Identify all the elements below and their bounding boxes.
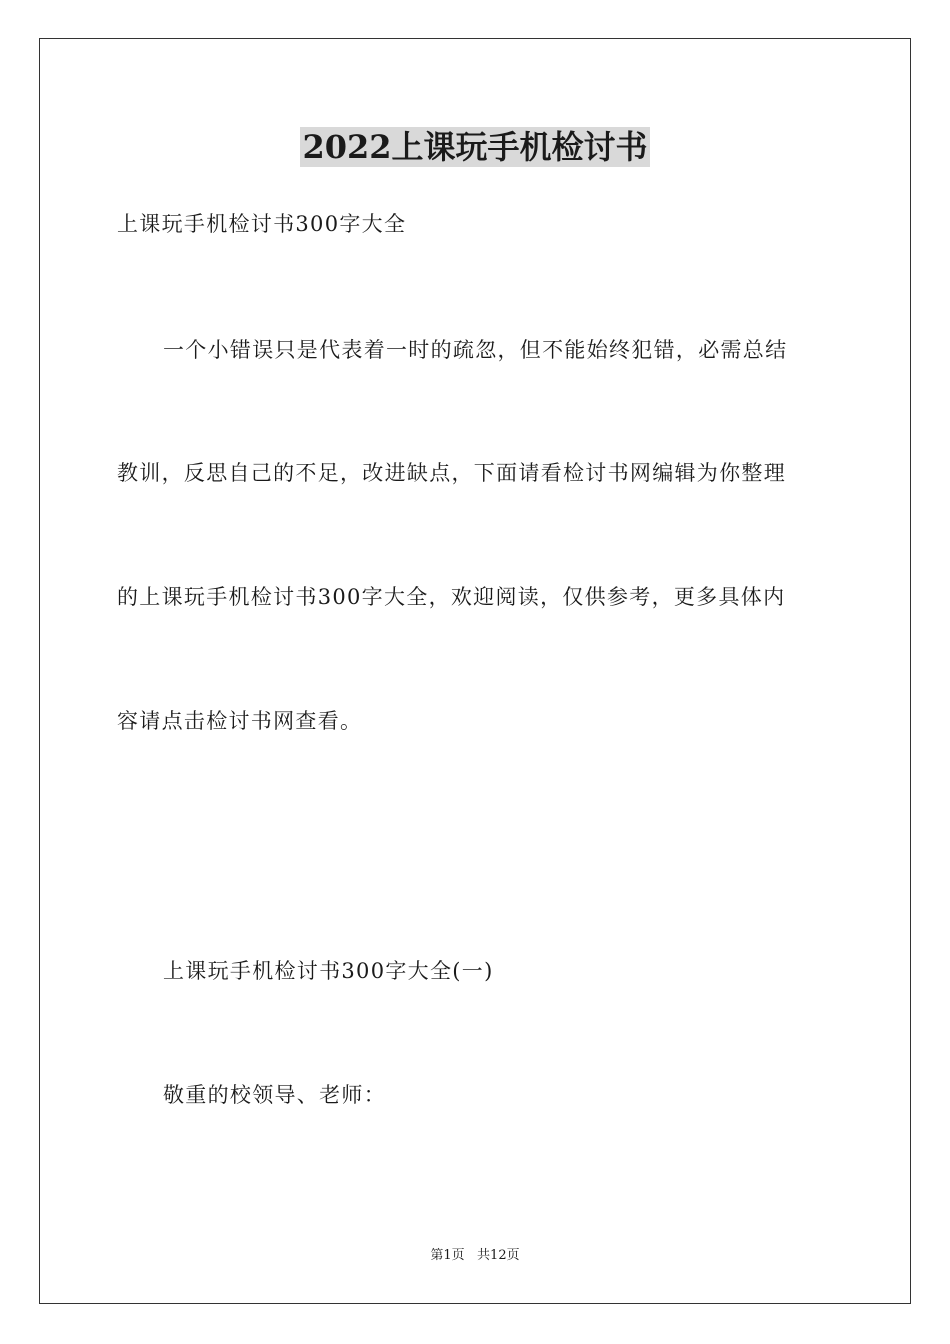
intro-line-2: 教训，反思自己的不足，改进缺点，下面请看检讨书网编辑为你整理 [117,461,786,485]
section-heading: 上课玩手机检讨书300字大全(一) [163,959,494,983]
salutation: 敬重的校领导、老师： [163,1083,386,1107]
page-number-footer: 第1页 共12页 [430,1248,520,1263]
document-title: 2022上课玩手机检讨书 [302,128,648,166]
intro-line-3: 的上课玩手机检讨书300字大全，欢迎阅读，仅供参考，更多具体内 [117,585,786,609]
title-container [0,127,950,167]
intro-line-4: 容请点击检讨书网查看。 [117,709,363,733]
document-subtitle: 上课玩手机检讨书300字大全 [117,212,407,236]
intro-line-1: 一个小错误只是代表着一时的疏忽，但不能始终犯错，必需总结 [163,338,788,362]
